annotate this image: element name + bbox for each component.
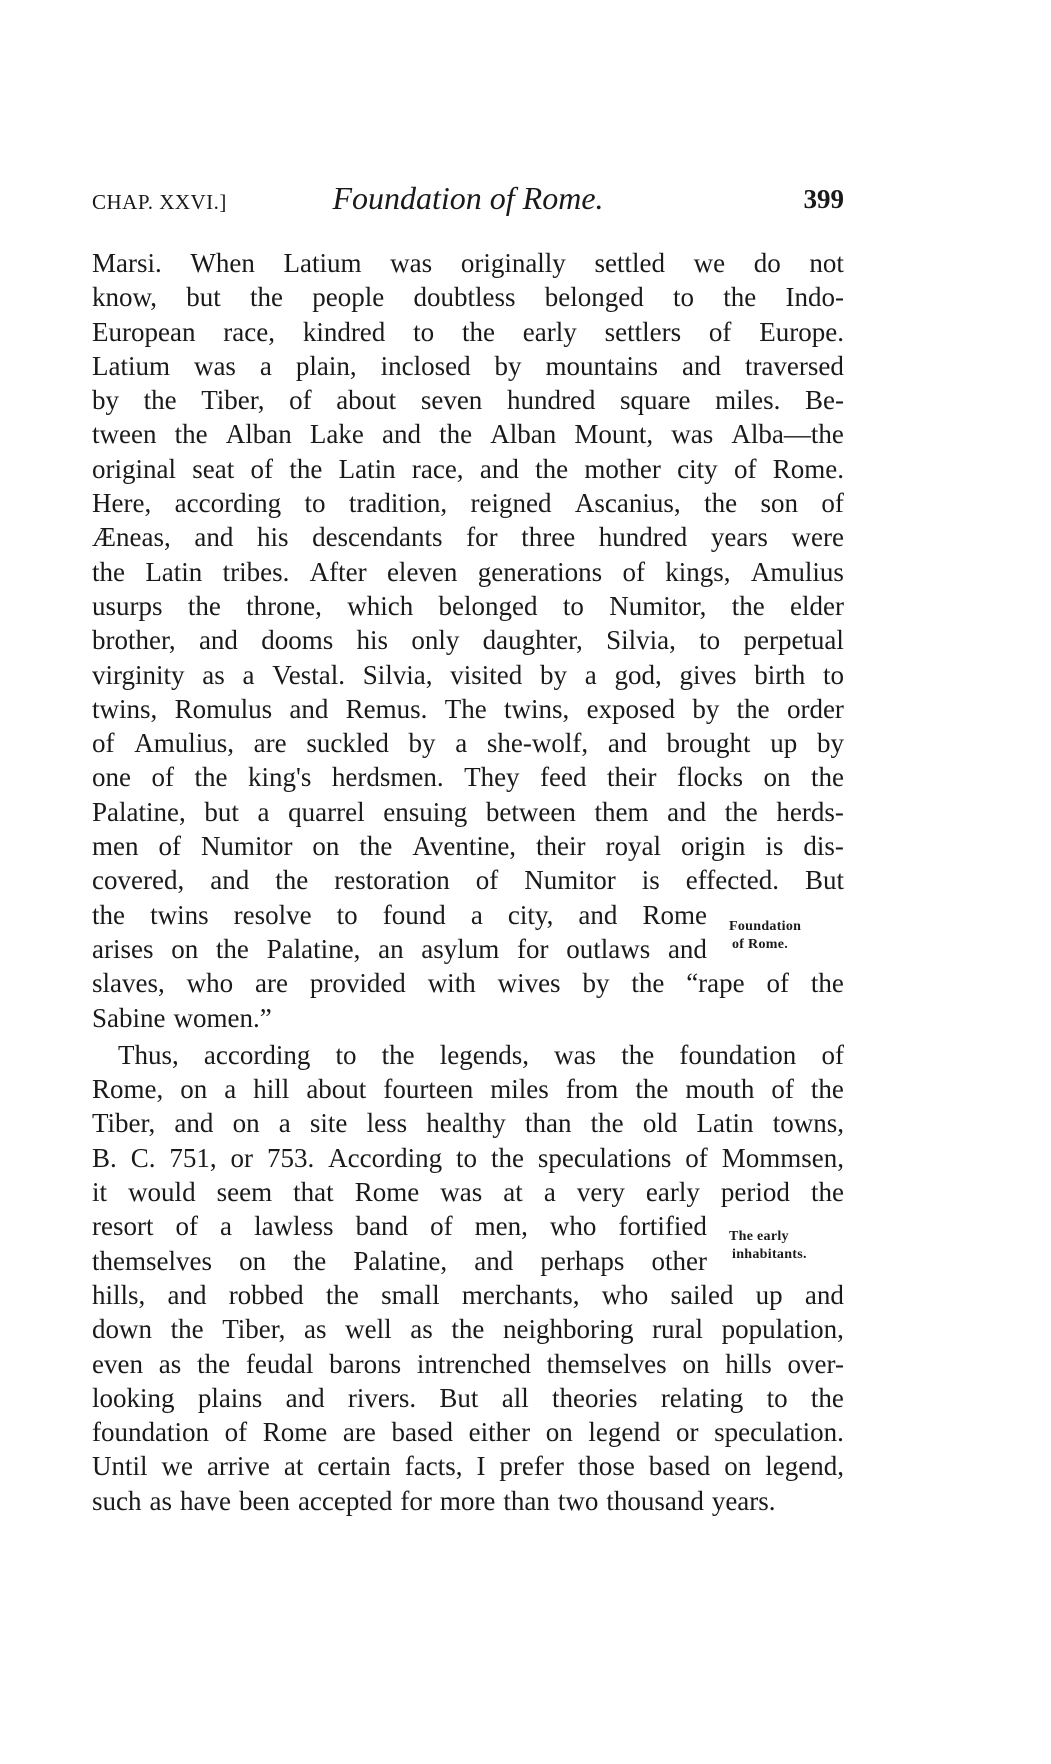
text-line: themselves on the Palatine, and perhaps other	[92, 1245, 707, 1276]
text-line: it would seem that Rome was at a very early period the	[92, 1177, 844, 1208]
margin-note-line: The early	[729, 1229, 789, 1244]
text-line: covered, and the restoration of Numitor is effected. But	[92, 865, 844, 896]
page-title: Foundation of Rome.	[332, 180, 604, 216]
text-line: resort of a lawless band of men, who fortified	[92, 1211, 707, 1242]
margin-note-line: Foundation	[729, 919, 802, 934]
text-line: the Latin tribes. After eleven generations of kings, Amulius	[92, 556, 844, 587]
text-line: Until we arrive at certain facts, I prefer those based on legend,	[92, 1451, 844, 1482]
text-line: Sabine women.”	[92, 1002, 272, 1033]
text-line: usurps the throne, which belonged to Numitor, the elder	[92, 590, 844, 621]
text-line: Thus, according to the legends, was the foundation of	[118, 1039, 844, 1070]
text-line: the twins resolve to found a city, and Rome	[92, 899, 707, 930]
text-line: of Amulius, are suckled by a she-wolf, and brought up by	[92, 728, 844, 759]
text-line: brother, and dooms his only daughter, Silvia, to perpetual	[92, 625, 844, 656]
margin-note-foundation-of-rome	[729, 918, 869, 954]
text-line: one of the king's herdsmen. They feed their flocks on the	[92, 762, 844, 793]
text-line: original seat of the Latin race, and the mother city of Rome.	[92, 453, 844, 484]
text-line: Tiber, and on a site less healthy than the old Latin towns,	[92, 1108, 844, 1139]
text-line: know, but the people doubtless belonged to the Indo-	[92, 282, 844, 313]
margin-note-line: of Rome.	[732, 937, 789, 952]
text-line: down the Tiber, as well as the neighboring rural population,	[92, 1314, 844, 1345]
text-line: looking plains and rivers. But all theories relating to the	[92, 1382, 844, 1413]
text-line: hills, and robbed the small merchants, who sailed up and	[92, 1279, 844, 1310]
text-line: by the Tiber, of about seven hundred square miles. Be-	[92, 385, 844, 416]
text-line: slaves, who are provided with wives by the “rape of the	[92, 968, 844, 999]
text-line: such as have been accepted for more than two thousand years.	[92, 1485, 776, 1516]
margin-note-line: inhabitants.	[732, 1247, 807, 1262]
running-head	[92, 180, 844, 224]
text-line: Marsi. When Latium was originally settled we do not	[92, 248, 844, 278]
text-line: Æneas, and his descendants for three hundred years were	[92, 522, 844, 553]
text-line: Palatine, but a quarrel ensuing between them and the herds-	[92, 796, 844, 827]
text-line: even as the feudal barons intrenched themselves on hills over-	[92, 1348, 844, 1379]
text-line: arises on the Palatine, an asylum for outlaws and	[92, 933, 707, 964]
text-line: Rome, on a hill about fourteen miles from the mouth of the	[92, 1074, 844, 1105]
text-line: Here, according to tradition, reigned Ascanius, the son of	[92, 488, 844, 519]
margin-note-early-inhabitants	[729, 1228, 869, 1264]
text-line: foundation of Rome are based either on legend or speculation.	[92, 1417, 844, 1448]
text-line: Latium was a plain, inclosed by mountains and traversed	[92, 350, 844, 381]
text-line: B. C. 751, or 753. According to the speculations of Mommsen,	[92, 1142, 844, 1173]
text-line: men of Numitor on the Aventine, their royal origin is dis-	[92, 831, 844, 862]
text-line: twins, Romulus and Remus. The twins, exposed by the order	[92, 693, 844, 724]
text-line: tween the Alban Lake and the Alban Mount, was Alba—the	[92, 419, 844, 450]
page-number: 399	[803, 184, 844, 214]
text-line: European race, kindred to the early settlers of Europe.	[92, 316, 844, 347]
body-text	[92, 246, 844, 1518]
chapter-label: CHAP. XXVI.]	[92, 190, 227, 214]
text-line: virginity as a Vestal. Silvia, visited by a god, gives birth to	[92, 659, 844, 690]
